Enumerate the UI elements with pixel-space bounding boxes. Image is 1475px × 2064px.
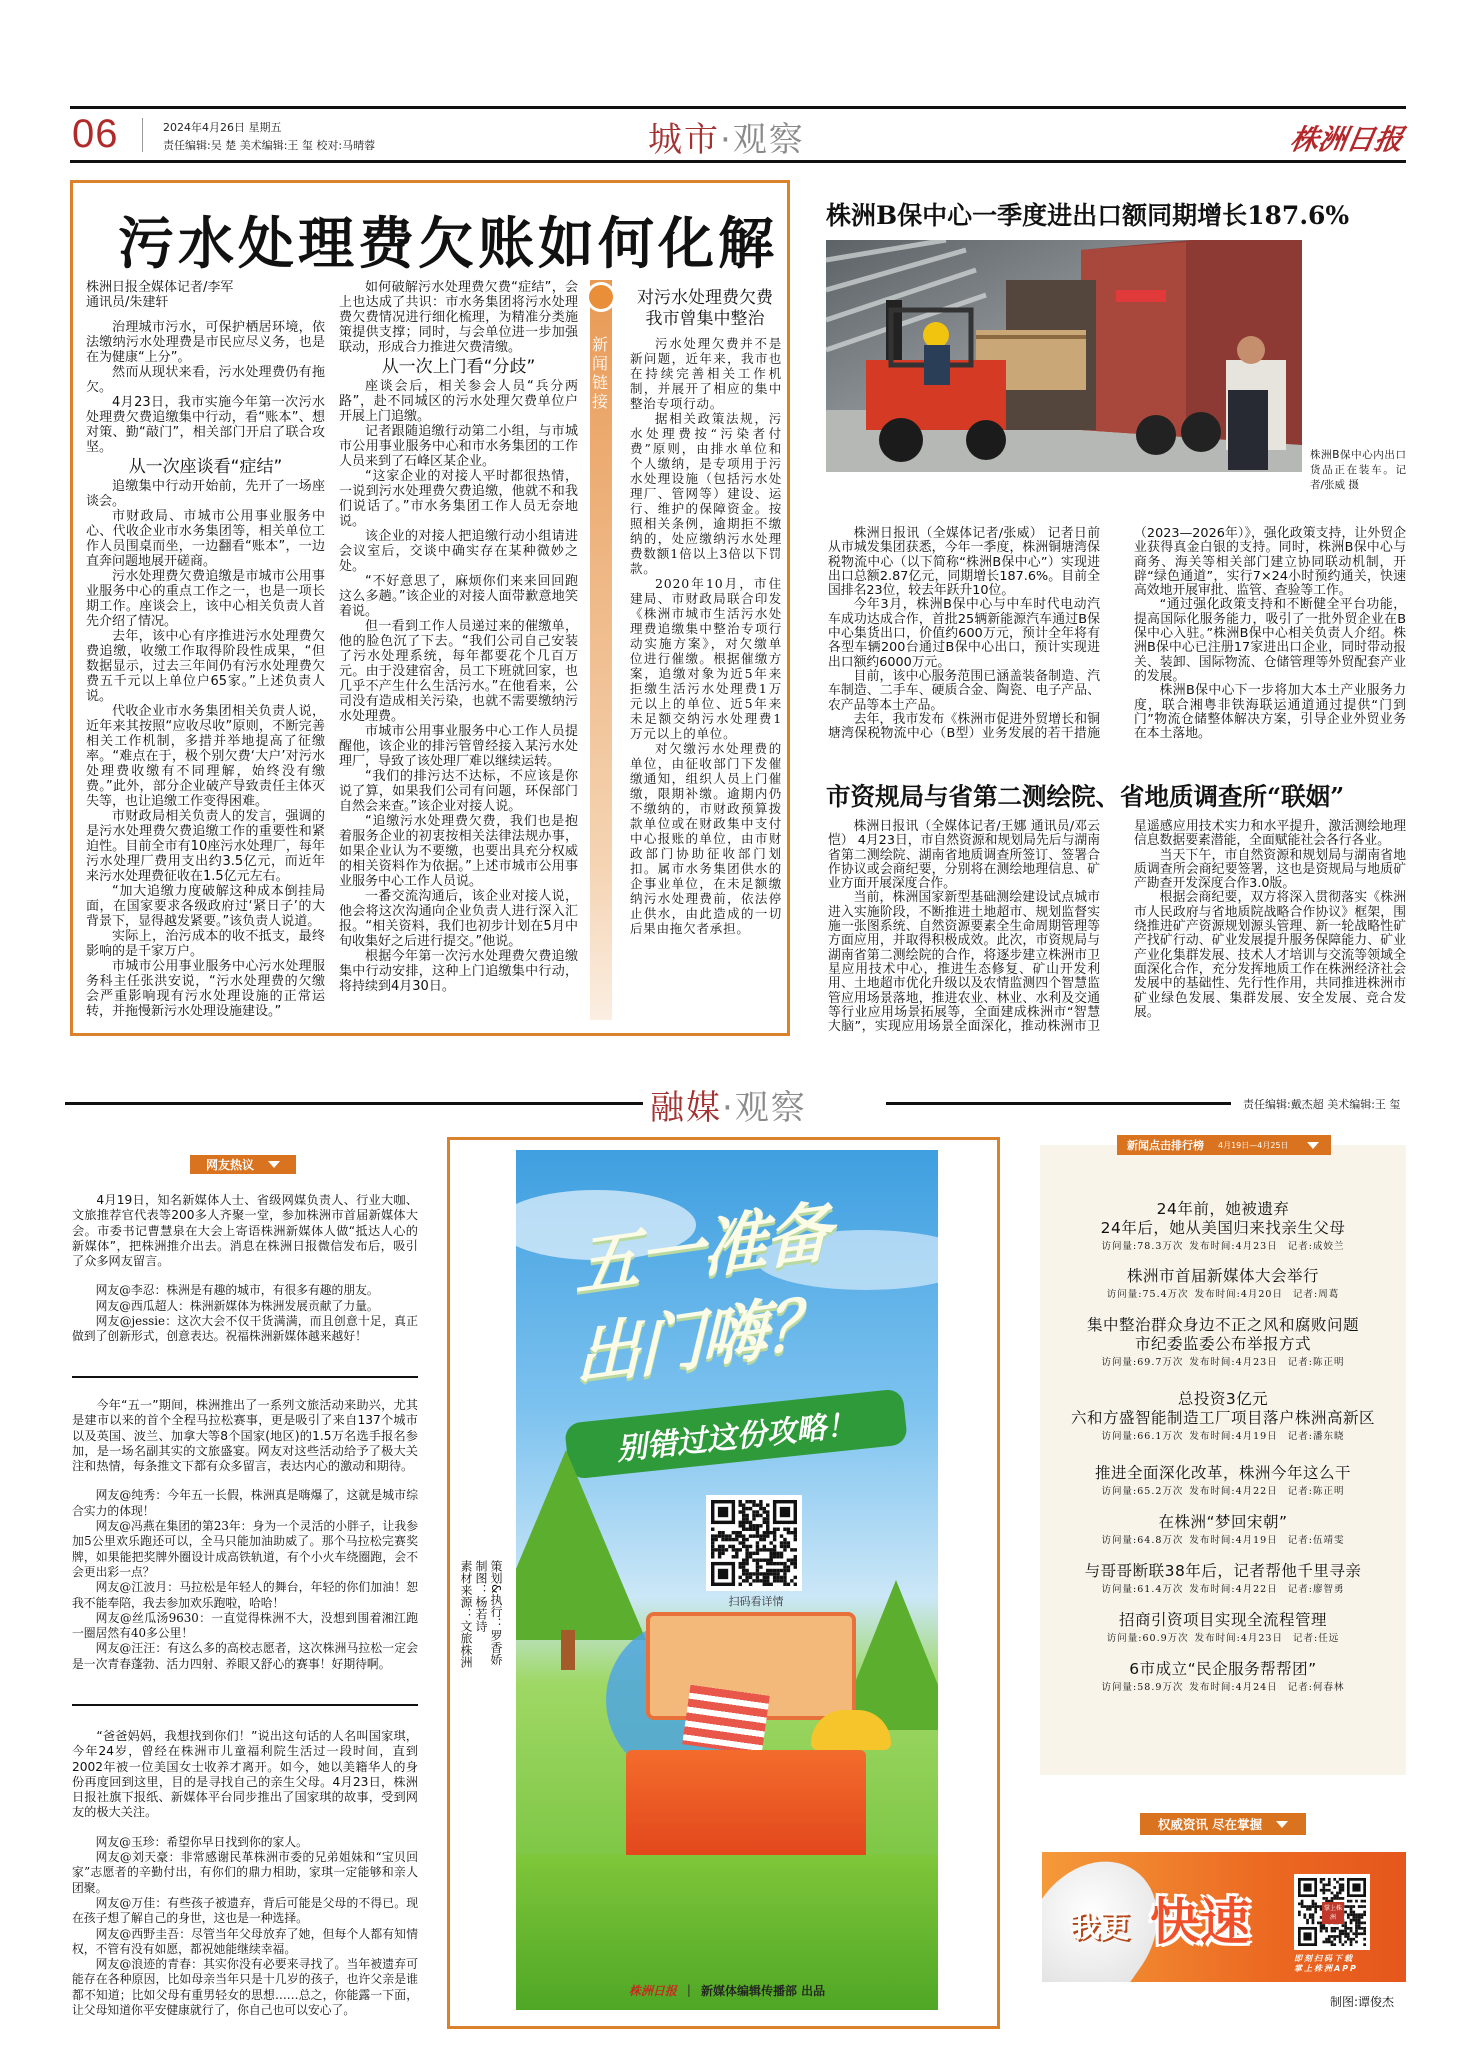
netizen-comment: 网友@汪汪：有这么多的高校志愿者，这次株洲马拉松一定会是一次青春蓬勃、活力四射、养眼又舒心的赛事！好期待啊。 xyxy=(72,1641,418,1671)
visits-value: 65.2万次 xyxy=(1137,1486,1184,1497)
photo-caption: 株洲B保中心内出口货品正在装车。记者/张威 摄 xyxy=(1310,449,1406,491)
netizen-comment: 网友@西野圭吾：尽管当年父母放弃了她，但每个人都有知情权，不管有没有如愿，都祝她能继续幸福。 xyxy=(72,1926,418,1956)
ranking-item-meta xyxy=(1040,1430,1406,1444)
ranking-item-meta xyxy=(1040,1583,1406,1597)
app-promo-tag[interactable] xyxy=(1140,1813,1306,1835)
section-subheading: 从一次上门看“分歧” xyxy=(381,357,536,377)
article-paragraph: 追缴集中行动开始前，先开了一场座谈会。 xyxy=(86,479,325,509)
reporter-label: 记者: xyxy=(1287,1241,1313,1252)
article-paragraph: 4月23日，我市实施今年第一次污水处理费欠费追缴集中行动，看“账本”、想对策、勤“敲门”，相关部门开启了联合攻坚。 xyxy=(86,395,325,455)
hot-comments-label: 网友热议 xyxy=(205,1158,254,1172)
chevron-down-icon xyxy=(268,1161,280,1168)
netizen-comment: 网友@纯秀：今年五一长假，株洲真是嗨爆了，这就是城市综合实力的体现！ xyxy=(72,1488,418,1518)
visits-value: 69.7万次 xyxy=(1137,1357,1184,1368)
media-divider-right xyxy=(886,1102,1231,1105)
header-bottom-rule xyxy=(70,160,1406,163)
published-label: 发布时间: xyxy=(1189,1486,1236,1497)
issue-date: 2024年4月26日 星期五 xyxy=(163,121,282,134)
ranking-item[interactable] xyxy=(1040,1562,1406,1597)
news-link-paragraph: 对欠缴污水处理费的单位，由征收部门下发催缴通知，组织人员上门催缴，限期补缴。逾期内仍不缴纳的，市财政预算拨款单位或在财政集中支付中心报账的单位，由市财政部门协助征收部门划扣。属市水务集团供水的企事业单位，在未足额缴纳污水处理费前，依法停止供水，由此造成的一切后果由拖欠者承担。 xyxy=(630,741,782,936)
published-date: 4月23日 xyxy=(1235,1241,1278,1252)
ranking-item-meta xyxy=(1040,1681,1406,1695)
reporter-name: 陈正明 xyxy=(1312,1357,1345,1368)
ranking-item-title: 六和方盛智能制造工厂项目落户株洲高新区 xyxy=(1070,1409,1375,1427)
news-link-dot-icon xyxy=(586,282,616,312)
article-paragraph: “这家企业的对接人平时都很热情，一说到污水处理费欠费追缴，他就不和我们说话了。”市水务集团工作人员无奈地说。 xyxy=(339,469,578,529)
qr-code-icon xyxy=(711,1500,797,1586)
visits-label: 访问量: xyxy=(1101,1535,1138,1546)
article-paragraph: “通过强化政策支持和不断健全平台功能，提高国际化服务能力，吸引了一批外贸企业在B保中心入驻。”株洲B保中心相关负责人介绍。株洲B保中心已注册17家进出口企业，同时带动报关、装卸、国际物流、仓储管理等外贸配套产业的发展。 xyxy=(1134,597,1406,684)
reporter-label: 记者: xyxy=(1287,1535,1313,1546)
article-paragraph: 座谈会后，相关参会人员“兵分两路”，赴不同城区的污水处理欠费单位户开展上门追缴。 xyxy=(339,379,578,424)
masthead-logo: 株洲日报 xyxy=(1287,123,1406,156)
poster-footer xyxy=(516,1970,938,2010)
ranking-item[interactable] xyxy=(1040,1660,1406,1695)
ranking-item[interactable] xyxy=(1040,1464,1406,1499)
chevron-down-icon xyxy=(1307,1142,1319,1149)
media-divider-left xyxy=(65,1102,643,1105)
section-subheading: 从一次座谈看“症结” xyxy=(128,457,283,477)
media-title-a: 融媒 xyxy=(650,1088,722,1128)
reporter-label: 记者: xyxy=(1292,1633,1319,1644)
visits-value: 78.3万次 xyxy=(1137,1241,1184,1252)
reporter-name: 廖智勇 xyxy=(1312,1584,1345,1595)
poster-credits xyxy=(458,1560,503,1668)
poster-headline-1: 五一准备 xyxy=(575,1192,829,1307)
netizen-comment: 网友@李忍：株洲是有趣的城市，有很多有趣的朋友。 xyxy=(95,1283,379,1298)
banner-credit: 制图:谭俊杰 xyxy=(1330,1995,1395,2009)
published-date: 4月22日 xyxy=(1235,1486,1278,1497)
published-label: 发布时间: xyxy=(1189,1682,1236,1693)
ranking-item[interactable] xyxy=(1040,1513,1406,1548)
comment-group-family-search xyxy=(72,1729,418,2018)
visits-label: 访问量: xyxy=(1106,1289,1143,1300)
news-link-title: 对污水处理费欠费 我市曾集中整治 xyxy=(637,288,773,329)
news-link-body xyxy=(630,336,782,936)
article-paragraph: 今年3月，株洲B保中心与中车时代电动汽车成功达成合作，首批25辆新能源汽车通过B保中心集货出口，价值约600万元，预计全年将有各型车辆200台通过B保中心出口，预计实现进出口额约6000万元。 xyxy=(828,597,1100,670)
media-title-dot: · xyxy=(722,1088,735,1128)
netizen-comment: 网友@丝瓜汤9630：一直觉得株洲不大，没想到围着湘江跑一圈居然有40多公里！ xyxy=(72,1610,418,1641)
byline xyxy=(86,280,325,310)
reporter-name: 陈正明 xyxy=(1312,1486,1345,1497)
ranking-item-title: 6市成立“民企服务帮帮团” xyxy=(1129,1660,1317,1678)
app-promo-tag-label: 权威资讯 尽在掌握 xyxy=(1157,1817,1263,1832)
section-title-b: 观察 xyxy=(732,120,805,160)
ranking-title: 新闻点击排行榜 xyxy=(1127,1139,1204,1152)
comment-group-marathon xyxy=(72,1398,418,1672)
published-label: 发布时间: xyxy=(1189,1357,1236,1368)
media-editor-credits: 责任编辑:戴杰超 美术编辑:王 玺 xyxy=(1243,1098,1401,1111)
ranking-item[interactable] xyxy=(1040,1611,1406,1646)
article-paragraph: 市城市公用事业服务中心污水处理服务科主任张洪安说，“污水处理费的欠缴会严重影响现有污水处理设施的正常运转，并拖慢新污水处理设施建设。” xyxy=(86,959,325,1019)
section-dot: · xyxy=(720,120,733,160)
article-paragraph: 然而从现状来看，污水处理费仍有拖欠。 xyxy=(86,365,325,395)
article-paragraph: 市财政局、市城市公用事业服务中心、代收企业市水务集团等，相关单位工作人员围桌而坐，一边翻看“账本”，一边直奔问题地展开磋商。 xyxy=(86,509,325,569)
ranking-date-range: 4月19日—4月25日 xyxy=(1218,1140,1289,1150)
banner-slogan-2: 快速 xyxy=(1150,1893,1250,1951)
article-paragraph: 目前，该中心服务范围已涵盖装备制造、汽车制造、二手车、硬质合金、陶瓷、电子产品、农产品等本土产品。 xyxy=(828,668,1100,713)
netizen-comment: 网友@江波月：马拉松是年轻人的舞台，年轻的你们加油！恕我不能奉陪，我去参加欢乐跑啦，哈哈！ xyxy=(72,1580,418,1610)
striped-shirt xyxy=(682,1685,770,1756)
ranking-item[interactable] xyxy=(1040,1200,1406,1254)
published-label: 发布时间: xyxy=(1189,1535,1236,1546)
article-paragraph: “不好意思了，麻烦你们来来回回跑这么多趟。”该企业的对接人面带歉意地笑着说。 xyxy=(339,574,578,619)
reporter-label: 记者: xyxy=(1292,1289,1319,1300)
ranking-item-meta xyxy=(1040,1632,1406,1646)
section-title xyxy=(648,112,805,161)
article-paragraph: 当天下午，市自然资源和规划局与湖南省地质调查所会商纪要签署，这也是资规局与地质矿产勘查开发深度合作3.0版。 xyxy=(1134,847,1406,892)
group-intro: 4月19日，知名新媒体人士、省级网媒负责人、行业大咖、文旅推荐官代表等200多人齐聚一堂，参加株洲市首届新媒体大会。市委书记曹慧泉在大会上寄语株洲新媒体人做“抵达人心的新媒体”，把株洲推介出去。消息在株洲日报微信发布后，吸引了众多网友留言。 xyxy=(72,1193,418,1269)
reporter-label: 记者: xyxy=(1287,1584,1313,1595)
article-paragraph: “加大追缴力度破解这种成本倒挂局面，在国家要求各级政府过‘紧日子’的大背景下，显得越发紧要。”该负责人说道。 xyxy=(86,884,325,929)
article-paragraph: 市财政局相关负责人的发言，强调的是污水处理费欠费追缴工作的重要性和紧迫性。目前全市有10座污水处理厂，每年污水处理厂费用支出约3.5亿元，而近年来污水处理费征收在1.5亿元左右。 xyxy=(86,809,325,884)
ranking-item[interactable] xyxy=(1040,1390,1406,1444)
news-link-paragraph: 2020年10月，市住建局、市财政局联合印发《株洲市城市生活污水处理费追缴集中整治专项行动实施方案》，对欠缴单位进行催缴。根据催缴方案，追缴对象为近5年来拒缴生活污水处理费1万元以上的单位、近5年来未足额交纳污水处理费1万元以上的单位。 xyxy=(630,576,782,741)
poster-footer-logo: 株洲日报 xyxy=(628,1983,677,1998)
article-paragraph: “我们的排污达不达标，不应该是你说了算，如果我们公司有问题，环保部门自然会来查。”该企业对接人说。 xyxy=(339,769,578,814)
chevron-down-icon xyxy=(1276,1821,1288,1828)
byline-reporter: 株洲日报全媒体记者/李军 xyxy=(86,280,234,295)
survey-article-body xyxy=(828,820,1406,1034)
bonded-article-title: 株洲B保中心一季度进出口额同期增长187.6% xyxy=(826,201,1350,230)
banner-slogan-1: 我更 xyxy=(1070,1910,1130,1945)
may-day-poster xyxy=(516,1150,938,2010)
ranking-item-title: 24年后，她从美国归来找亲生父母 xyxy=(1100,1219,1346,1237)
netizen-comment: 网友@jessie：这次大会不仅干货满满，而且创意十足，真正做到了创新形式，创意表达。祝福株洲新媒体越来越好！ xyxy=(72,1314,418,1344)
ranking-header-tag[interactable] xyxy=(1117,1135,1331,1155)
ranking-item-title: 集中整治群众身边不正之风和腐败问题 xyxy=(1086,1316,1359,1334)
app-qr-code[interactable] xyxy=(1294,1874,1370,1950)
section-title-a: 城市 xyxy=(648,120,720,160)
app-download-banner[interactable] xyxy=(1042,1852,1406,1982)
article-paragraph: 去年，我市发布《株洲市促进外贸增长和铜塘湾保税物流中心（B型）业务发展的若干措施（2023—2026年）》，强化政策支持，让外贸企业获得真金白银的支持。同时，株洲B保中心与商务、海关等相关部门建立协同联动机制，开辟“绿色通道”，实行7×24小时预约通关，快速高效地开展审批、监管、查验等工作。 xyxy=(828,526,1406,742)
warehouse-scene-image xyxy=(826,240,1302,472)
bonded-article-body xyxy=(828,527,1406,741)
article-paragraph: 实际上，治污成本的收不抵支，最终影响的是千家万户。 xyxy=(86,929,325,959)
published-date: 4月19日 xyxy=(1235,1431,1278,1442)
main-article-body xyxy=(86,280,578,1019)
published-date: 4月22日 xyxy=(1235,1584,1278,1595)
article-paragraph: 当前，株洲国家新型基础测绘建设试点城市进入实施阶段，不断推进土地超市、规划监督实施一张图系统、自然资源要素全生命周期管理等方面应用，并取得积极成效。此次，市资规局与湖南省第二测绘院的合作，将逐步建立株洲市卫星应用技术中心，推进生态修复、矿山开发利用、土地超市优化升级以及农情监测四个智慧监管应用场景落地，推进农业、林业、水利及交通等行业应用场景拓展等，全面建成株洲市“智慧大脑”，实现应用场景全面深化，推动株洲市卫星遥感应用技术实力和水平提升，激活测绘地理信息数据要素潜能，全面赋能社会各行各业。 xyxy=(828,819,1406,1035)
poster-qr-label: 扫码看详情 xyxy=(728,1595,784,1608)
published-date: 4月24日 xyxy=(1235,1682,1278,1693)
article-paragraph: 如何破解污水处理费欠费“症结”，会上也达成了共识：市水务集团将污水处理费欠费情况进行细化梳理，为精准分类施策提供支撑；同时，与会单位进一步加强联动，形成合力推进欠费清缴。 xyxy=(339,280,578,355)
poster-footer-text: 新媒体编辑传播部 出品 xyxy=(700,1983,826,1998)
banner-cta-1: 即刻扫码下载 xyxy=(1294,1954,1354,1963)
divider xyxy=(142,118,143,152)
app-badge: 掌上株洲 xyxy=(1322,1902,1344,1924)
visits-label: 访问量: xyxy=(1101,1584,1138,1595)
article-paragraph: 记者跟随追缴行动第二小组，与市城市公用事业服务中心和市水务集团的工作人员来到了石峰区某企业。 xyxy=(339,424,578,469)
main-article-title: 污水处理费欠账如何化解 xyxy=(118,212,778,277)
ranking-item-title: 推进全面深化改革，株洲今年这么干 xyxy=(1094,1464,1351,1482)
poster-pill-text: 别错过这份攻略！ xyxy=(615,1407,858,1468)
article-paragraph: 该企业的对接人把追缴行动小组请进会议室后，交谈中确实存在某种微妙之处。 xyxy=(339,529,578,574)
ranking-item-title: 总投资3亿元 xyxy=(1177,1390,1269,1408)
ranking-item-title: 招商引资项目实现全流程管理 xyxy=(1118,1611,1327,1629)
netizen-comment: 网友@刘天豪：非常感谢民革株洲市委的兄弟姐妹和“宝贝回家”志愿者的辛勤付出，有你们的鼎力相助，家琪一定能够和亲人团聚。 xyxy=(72,1850,418,1895)
ranking-item[interactable] xyxy=(1040,1267,1406,1302)
poster-headline-2: 出门嗨？ xyxy=(575,1282,829,1397)
poster-qr-code[interactable] xyxy=(706,1495,802,1591)
article-paragraph: 去年，该中心有序推进污水处理费欠费追缴，收缴工作取得阶段性成果，“但数据显示，过去三年间仍有污水处理费欠费五千元以上单位户65家。”上述负责人说。 xyxy=(86,629,325,704)
netizen-comment: 网友@冯燕在集团的第23年：身为一个灵活的小胖子，让我参加5公里欢乐跑还可以，全马只能加油助威了。那个马拉松完赛奖牌，如果能把奖牌外圈设计成高铁轨道，有个小火车绕圈跑，会不会更出彩一点？ xyxy=(72,1519,418,1579)
published-label: 发布时间: xyxy=(1189,1241,1236,1252)
visits-value: 58.9万次 xyxy=(1137,1682,1184,1693)
editor-credits: 责任编辑:吴 楚 美术编辑:王 玺 校对:马晴蓉 xyxy=(163,139,376,152)
ranking-item-meta xyxy=(1040,1485,1406,1499)
published-label: 发布时间: xyxy=(1194,1633,1241,1644)
comment-group-new-media xyxy=(72,1193,418,1345)
article-paragraph: 但一看到工作人员递过来的催缴单，他的脸色沉了下去。“我们公司自己安装了污水处理系统，每年都要花个几百万元。由于没建宿舍，员工下班就回家，也几乎不产生什么生活污水。”在他看来，公司没有造成相关污染，也就不需要缴纳污水处理费。 xyxy=(339,619,578,724)
group-intro: “爸爸妈妈，我想找到你们！”说出这句话的人名叫国家琪，今年24岁，曾经在株洲市儿童福利院生活过一段时间，直到2002年被一位美国女士收养才离开。如今，她以美籍华人的身份再度回到这里，目的是寻找自己的亲生父母。4月23日，株洲日报社旗下报纸、新媒体平台同步推出了国家琪的故事，受到网友的极大关注。 xyxy=(72,1729,418,1820)
visits-value: 66.1万次 xyxy=(1137,1431,1184,1442)
visits-label: 访问量: xyxy=(1101,1486,1138,1497)
ranking-item-meta xyxy=(1040,1356,1406,1370)
article-paragraph: “追缴污水处理费欠费，我们也是抱着服务企业的初衷按相关法律法规办事，如果企业认为不要缴，也要出具充分权威的相关资料作为依据。”上述市城市公用事业服务中心工作人员说。 xyxy=(339,814,578,889)
visits-label: 访问量: xyxy=(1101,1431,1138,1442)
ranking-item-meta xyxy=(1040,1534,1406,1548)
reporter-label: 记者: xyxy=(1287,1431,1313,1442)
article-paragraph: 株洲日报讯（全媒体记者/张威） 记者日前从市城发集团获悉，今年一季度，株洲铜塘湾保税物流中心（以下简称“株洲B保中心”）实现进出口总额2.87亿元，同期增长187.6%。目前全国排名23位，较去年跃升10位。 xyxy=(828,526,1100,599)
reporter-name: 潘东晓 xyxy=(1312,1431,1345,1442)
group-divider xyxy=(72,1704,418,1706)
reporter-name: 成姣兰 xyxy=(1312,1241,1345,1252)
ranking-item-meta xyxy=(1040,1288,1406,1302)
page-number: 06 xyxy=(72,112,119,156)
published-label: 发布时间: xyxy=(1194,1289,1241,1300)
ranking-item-title: 在株洲“梦回宋朝” xyxy=(1158,1513,1288,1531)
article-paragraph: 治理城市污水，可保护栖居环境，依法缴纳污水处理费是市民应尽义务，也是在为健康“上分”。 xyxy=(86,320,325,365)
credit-design: 制图：杨若诗 xyxy=(474,1560,488,1632)
visits-value: 64.8万次 xyxy=(1137,1535,1184,1546)
visits-value: 60.9万次 xyxy=(1142,1633,1189,1644)
ranking-item-title: 与哥哥断联38年后，记者帮他千里寻亲 xyxy=(1084,1562,1362,1580)
visits-label: 访问量: xyxy=(1101,1241,1138,1252)
article-paragraph: 根据会商纪要，双方将深入贯彻落实《株洲市人民政府与省地质院战略合作协议》框架，围绕推进矿产资源规划源头管理、新一轮战略性矿产找矿行动、矿业发展提升服务保障能力、矿业产业化集群发展、技术人才培训与交流等领域全面深化合作，充分发挥地质工作在株洲经济社会发展中的基础性、先行性作用，共同推进株洲市矿业绿色发展、集群发展、安全发展、竞合发展。 xyxy=(1134,890,1406,1020)
media-title-b: 观察 xyxy=(734,1088,807,1128)
reporter-name: 何春林 xyxy=(1312,1682,1345,1693)
netizen-comment: 网友@玉珍：希望你早日找到你的家人。 xyxy=(95,1834,308,1849)
published-date: 4月19日 xyxy=(1235,1535,1278,1546)
netizen-comment: 网友@西瓜超人：株洲新媒体为株洲发展贡献了力量。 xyxy=(95,1298,379,1313)
reporter-name: 任远 xyxy=(1318,1633,1340,1644)
credit-planning: 策划&执行：罗香娇 xyxy=(489,1560,503,1666)
article-paragraph: 市城市公用事业服务中心工作人员提醒他，该企业的排污管曾经接入某污水处理厂，导致了该处理厂难以继续运转。 xyxy=(339,724,578,769)
group-divider xyxy=(72,1376,418,1378)
loading-truck-photo xyxy=(826,240,1302,472)
visits-label: 访问量: xyxy=(1106,1633,1143,1644)
reporter-label: 记者: xyxy=(1287,1682,1313,1693)
news-ranking-panel xyxy=(1040,1145,1406,1775)
tree-left-icon xyxy=(516,1450,646,1640)
netizen-comment: 网友@浪迹的青春：其实你没有必要来寻找了。当年被遗弃可能存在各种原因，比如母亲当年只是十几岁的孩子，也许父亲是谁都不知道；比如父母有重男轻女的思想……总之，你能露一下面，让父母知道你平安健康就行了，你自己也可以安心了。 xyxy=(72,1957,418,2018)
banner-cta-2: 掌上株洲APP xyxy=(1294,1964,1358,1973)
article-paragraph: 株洲B保中心下一步将加大本土产业服务力度，联合湘粤非铁海联运通道通过提供“门到门”物流仓储整体解决方案，引导企业外贸业务在本土落地。 xyxy=(1134,683,1406,742)
published-date: 4月20日 xyxy=(1240,1289,1283,1300)
article-paragraph: 一番交流沟通后，该企业对接人说，他会将这次沟通向企业负责人进行深入汇报。“相关资料，我们也初步计划在5月中旬收集好之后进行提交。”他说。 xyxy=(339,889,578,949)
published-label: 发布时间: xyxy=(1189,1584,1236,1595)
netizen-comment: 网友@万佳：有些孩子被遗弃，背后可能是父母的不得已。现在孩子想了解自己的身世，这也是一种选择。 xyxy=(72,1895,418,1926)
media-section-title xyxy=(650,1080,807,1129)
ranking-item[interactable] xyxy=(1040,1316,1406,1370)
published-label: 发布时间: xyxy=(1189,1431,1236,1442)
reporter-name: 周葛 xyxy=(1318,1289,1340,1300)
byline-correspondent: 通讯员/朱建轩 xyxy=(86,295,169,310)
hot-comments-tag[interactable] xyxy=(190,1155,296,1174)
divider: | xyxy=(686,1983,691,1997)
suitcase-body xyxy=(626,1750,866,1860)
article-paragraph: 污水处理费欠费追缴是市城市公用事业服务中心的重点工作之一，也是一项长期工作。座谈会上，该中心相关负责人首先介绍了情况。 xyxy=(86,569,325,629)
reporter-name: 伍靖雯 xyxy=(1312,1535,1345,1546)
published-date: 4月23日 xyxy=(1235,1357,1278,1368)
group-intro: 今年“五一”期间，株洲推出了一系列文旅活动来助兴，尤其是建市以来的首个全程马拉松赛事，更是吸引了来自137个城市以及英国、波兰、加拿大等8个国家(地区)的1.5万名选手报名参加，是一场名副其实的文旅盛宴。网友对这些活动给予了极大关注和热情，每条推文下都有众多留言，表达内心的激动和期待。 xyxy=(72,1398,418,1474)
visits-label: 访问量: xyxy=(1101,1357,1138,1368)
tree-trunk xyxy=(561,1630,575,1670)
reporter-label: 记者: xyxy=(1287,1486,1313,1497)
top-rule xyxy=(70,106,1406,109)
reporter-label: 记者: xyxy=(1287,1357,1313,1368)
ranking-item-title: 24年前，她被遗弃 xyxy=(1156,1200,1290,1218)
visits-label: 访问量: xyxy=(1101,1682,1138,1693)
article-paragraph: 代收企业市水务集团相关负责人说，近年来其按照“应收尽收”原则，不断完善相关工作机制，多措并举地提高了征缴率。“难点在于，极个别欠费‘大户’对污水处理费收缴有不同理解，始终没有缴费。”此外，部分企业破产导致责任主体灭失等，也让追缴工作变得困难。 xyxy=(86,704,325,809)
credit-source: 素材来源：文旅株洲 xyxy=(459,1560,473,1668)
article-paragraph: 株洲日报讯（全媒体记者/王娜 通讯员/邓云恺） 4月23日，市自然资源和规划局先后与湖南省第二测绘院、湖南省地质调查所签订、签署合作协议或会商纪要，分别将在测绘地理信息、矿业方面开展深度合作。 xyxy=(828,819,1100,892)
published-date: 4月23日 xyxy=(1240,1633,1283,1644)
survey-article-title: 市资规局与省第二测绘院、省地质调查所“联姻” xyxy=(826,782,1345,811)
ranking-item-meta xyxy=(1040,1240,1406,1254)
visits-value: 61.4万次 xyxy=(1137,1584,1184,1595)
news-link-paragraph: 污水处理欠费并不是新问题，近年来，我市也在持续完善相关工作机制，并展开了相应的集中整治专项行动。 xyxy=(630,336,782,411)
news-link-paragraph: 据相关政策法规，污水处理费按“污染者付费”原则，由排水单位和个人缴纳，是专项用于污水处理设施（包括污水处理厂、管网等）建设、运行、维护的保障资金。按照相关条例，逾期拒不缴纳的，处应缴纳污水处理费数额1倍以上3倍以下罚款。 xyxy=(630,411,782,576)
banner-cta xyxy=(1294,1954,1358,1974)
article-paragraph: 根据今年第一次污水处理费欠费追缴集中行动安排，这种上门追缴集中行动，将持续到4月30日。 xyxy=(339,949,578,994)
ranking-item-title: 株洲市首届新媒体大会举行 xyxy=(1126,1267,1319,1285)
visits-value: 75.4万次 xyxy=(1142,1289,1189,1300)
ranking-item-title: 市纪委监委公布举报方式 xyxy=(1134,1335,1311,1353)
news-link-label: 新闻链接 xyxy=(592,335,609,411)
